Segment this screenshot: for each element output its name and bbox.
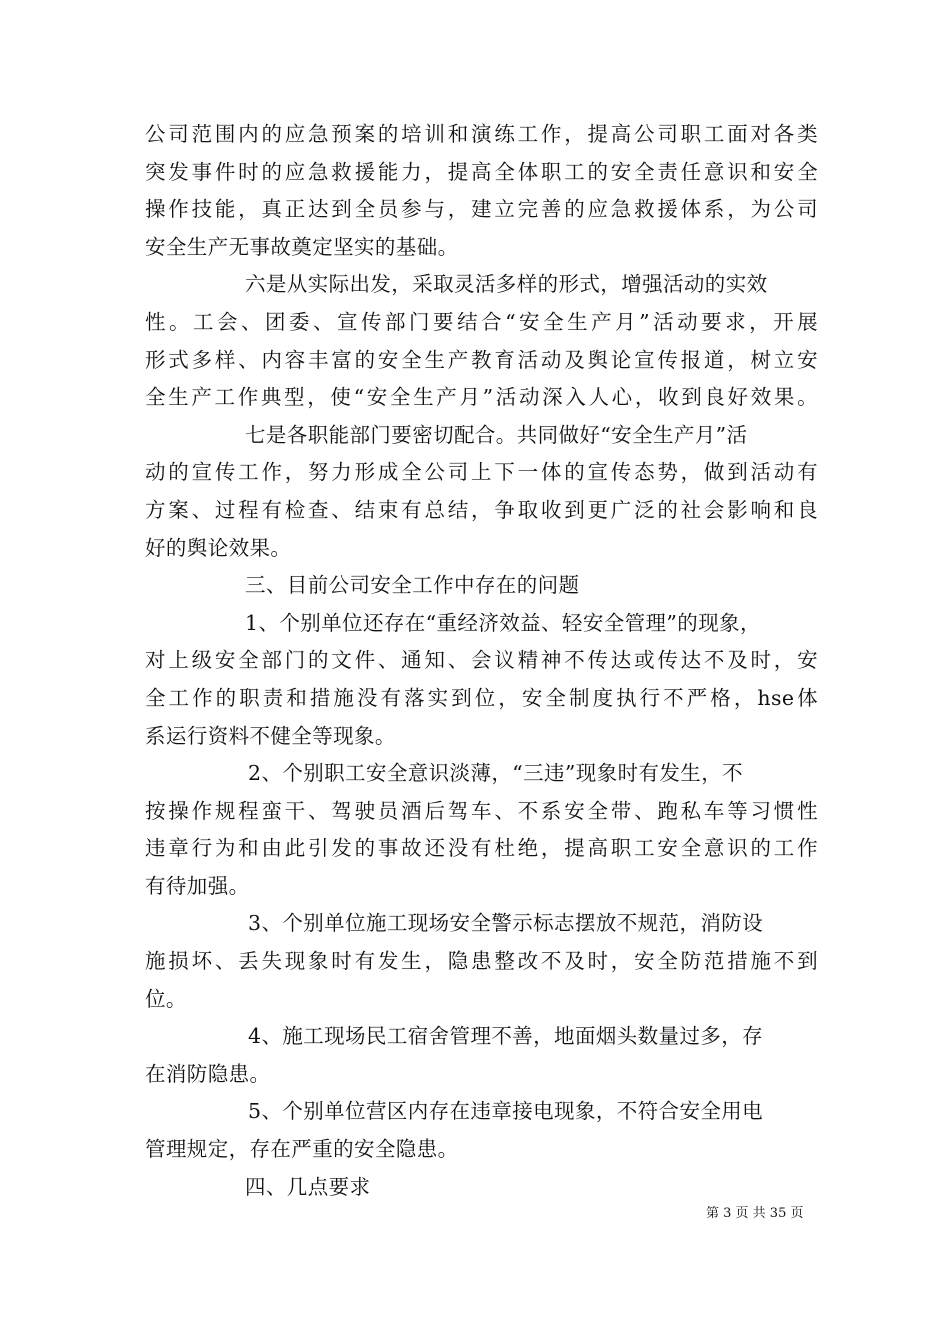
text-line: 动的宣传工作，努力形成全公司上下一体的宣传态势，做到活动有 xyxy=(145,460,818,485)
text-line: 操作技能，真正达到全员参与，建立完善的应急救援体系，为公司 xyxy=(145,197,818,222)
text-line: 全工作的职责和措施没有落实到位，安全制度执行不严格，hse体 xyxy=(145,685,818,710)
text-line: 公司范围内的应急预案的培训和演练工作，提高公司职工面对各类 xyxy=(145,122,818,146)
paragraph-start-line: 1、个别单位还存在“重经济效益、轻安全管理”的现象， xyxy=(245,610,761,635)
paragraph-start-line: 六是从实际出发，采取灵活多样的形式，增强活动的实效 xyxy=(245,272,768,297)
paragraph-start-line: 5、个别单位营区内存在违章接电现象，不符合安全用电 xyxy=(248,1099,764,1124)
text-line: 对上级安全部门的文件、通知、会议精神不传达或传达不及时，安 xyxy=(145,648,818,673)
document-body xyxy=(145,116,825,1206)
text-line: 安全生产无事故奠定坚实的基础。 xyxy=(145,234,459,259)
text-line: 有待加强。 xyxy=(145,873,250,898)
text-line: 方案、过程有检查、结束有总结，争取收到更广泛的社会影响和良 xyxy=(145,497,818,522)
page-number-footer: 第 3 页 共 35 页 xyxy=(706,1206,804,1221)
paragraph-start-line: 七是各职能部门要密切配合。共同做好“安全生产月”活 xyxy=(245,422,748,447)
section-heading: 四、几点要求 xyxy=(245,1174,371,1199)
text-line: 形式多样、内容丰富的安全生产教育活动及舆论宣传报道，树立安 xyxy=(145,347,818,372)
text-line: 在消防隐患。 xyxy=(145,1061,271,1086)
paragraph-start-line: 2、个别职工安全意识淡薄，“三违”现象时有发生，不 xyxy=(248,761,744,786)
paragraph-start-line: 3、个别单位施工现场安全警示标志摆放不规范，消防设 xyxy=(248,911,764,936)
text-line: 突发事件时的应急救援能力，提高全体职工的安全责任意识和安全 xyxy=(145,159,818,184)
text-line: 全生产工作典型，使“安全生产月”活动深入人心，收到良好效果。 xyxy=(145,385,818,410)
section-heading: 三、目前公司安全工作中存在的问题 xyxy=(245,573,580,598)
text-line: 按操作规程蛮干、驾驶员酒后驾车、不系安全带、跑私车等习惯性 xyxy=(145,798,818,823)
text-line: 好的舆论效果。 xyxy=(145,535,292,560)
text-line: 施损坏、丢失现象时有发生，隐患整改不及时，安全防范措施不到 xyxy=(145,949,818,974)
text-line: 违章行为和由此引发的事故还没有杜绝，提高职工安全意识的工作 xyxy=(145,836,818,861)
text-line: 性。工会、团委、宣传部门要结合“安全生产月”活动要求，开展 xyxy=(145,309,818,334)
text-line: 位。 xyxy=(145,986,187,1011)
text-line: 管理规定，存在严重的安全隐患。 xyxy=(145,1137,459,1162)
text-line: 系运行资料不健全等现象。 xyxy=(145,723,396,748)
paragraph-start-line: 4、施工现场民工宿舍管理不善，地面烟头数量过多，存 xyxy=(248,1024,764,1049)
